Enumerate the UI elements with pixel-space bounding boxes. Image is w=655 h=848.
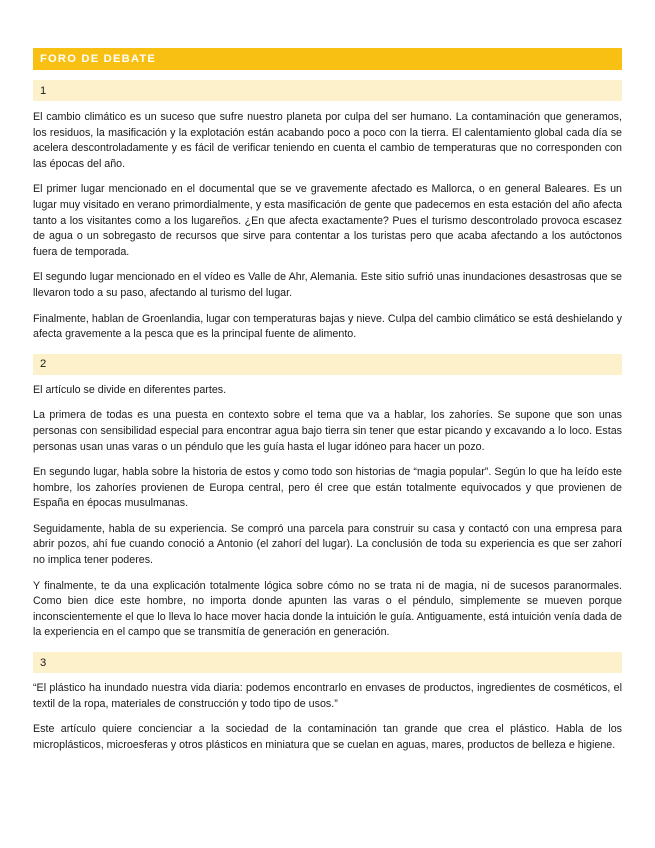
section-header-3 bbox=[33, 652, 622, 673]
paragraph: Y finalmente, te da una explicación totalmente lógica sobre cómo no se trata ni de magia, ni de sucesos paranormales. Como bien dice este hombre, no importa donde apunten las varas o el péndulo, simplemente se mueven porque inconscientemente el que lo lleva lo hace mover hacia donde la intuición le guía. Antiguamente, está intuición venía dada de la experiencia en el campo que se transmitía de generación en generación. bbox=[33, 579, 622, 639]
section-number: 2 bbox=[40, 358, 47, 371]
section-header-2 bbox=[33, 354, 622, 375]
section-number: 1 bbox=[40, 84, 47, 97]
title-banner bbox=[33, 48, 622, 70]
paragraph: La primera de todas es una puesta en contexto sobre el tema que va a hablar, los zahoríes. Se supone que son unas personas con sensibilidad especial para encontrar agua bajo tierra sin tener que estar picando y excavando a lo loco. Estas personas usan unas varas o un péndulo que les guía hasta el lugar idóneo para hacer un pozo. bbox=[33, 409, 622, 453]
document-page bbox=[33, 48, 622, 763]
paragraph: Este artículo quiere concienciar a la sociedad de la contaminación tan grande que crea el plástico. Habla de los microplásticos, microesferas y otros plásticos en miniatura que se cuelan en aguas, mares, productos de belleza e higiene. bbox=[33, 723, 622, 751]
paragraph: El cambio climático es un suceso que sufre nuestro planeta por culpa del ser humano. La contaminación que generamos, los residuos, la masificación y la explotación están acabando poco a poco con la tierra. El calentamiento global cada día se acelera descontroladamente y es fácil de verificar teniendo en cuenta el cambio de temperaturas que no corresponden con las épocas del año. bbox=[33, 111, 622, 170]
quote-paragraph: “El plástico ha inundado nuestra vida diaria: podemos encontrarlo en envases de productos, ingredientes de cosméticos, el textil de la ropa, materiales de construcción y todo tipo de usos.” bbox=[33, 682, 622, 710]
paragraph: El primer lugar mencionado en el documental que se ve gravemente afectado es Mallorca, o en general Baleares. Es un lugar muy visitado en verano primordialmente, y esta masificación de gente que padecemos en esta estación del año afecta tanto a los visitantes como a los lugareños. ¿En que afecta exactamente? Pues el turismo descontrolado provoca escasez de agua o un sobregasto de recursos que sirve para contentar a los turistas pero que acaba afectando a los autóctonos fuera de temporada. bbox=[33, 183, 622, 258]
paragraph: El artículo se divide en diferentes partes. bbox=[33, 383, 227, 396]
paragraph: Finalmente, hablan de Groenlandia, lugar con temperaturas bajas y nieve. Culpa del cambio climático se está deshielando y afecta gravemente a la pesca que es la principal fuente de alimento. bbox=[33, 312, 622, 341]
section-header-1 bbox=[33, 80, 622, 101]
paragraph: Seguidamente, habla de su experiencia. Se compró una parcela para construir su casa y contactó con una empresa para abrir pozos, ahí fue cuando conoció a Antonio (el zahorí del lugar). La conclusión de toda su experiencia es que ser zahorí no implica tener poderes. bbox=[33, 522, 622, 567]
paragraph: El segundo lugar mencionado en el vídeo es Valle de Ahr, Alemania. Este sitio sufrió unas inundaciones desastrosas que se llevaron todo a su paso, afectando al turismo del lugar. bbox=[33, 271, 622, 299]
page-title: FORO DE DEBATE bbox=[40, 53, 157, 65]
section-number: 3 bbox=[40, 656, 47, 669]
paragraph: En segundo lugar, habla sobre la historia de estos y como todo son historias de “magia popular”. Según lo que ha leído este hombre, los zahoríes provienen de Europa central, pero él cree que están totalmente equivocados y que provienen de España en épocas musulmanas. bbox=[33, 466, 622, 510]
